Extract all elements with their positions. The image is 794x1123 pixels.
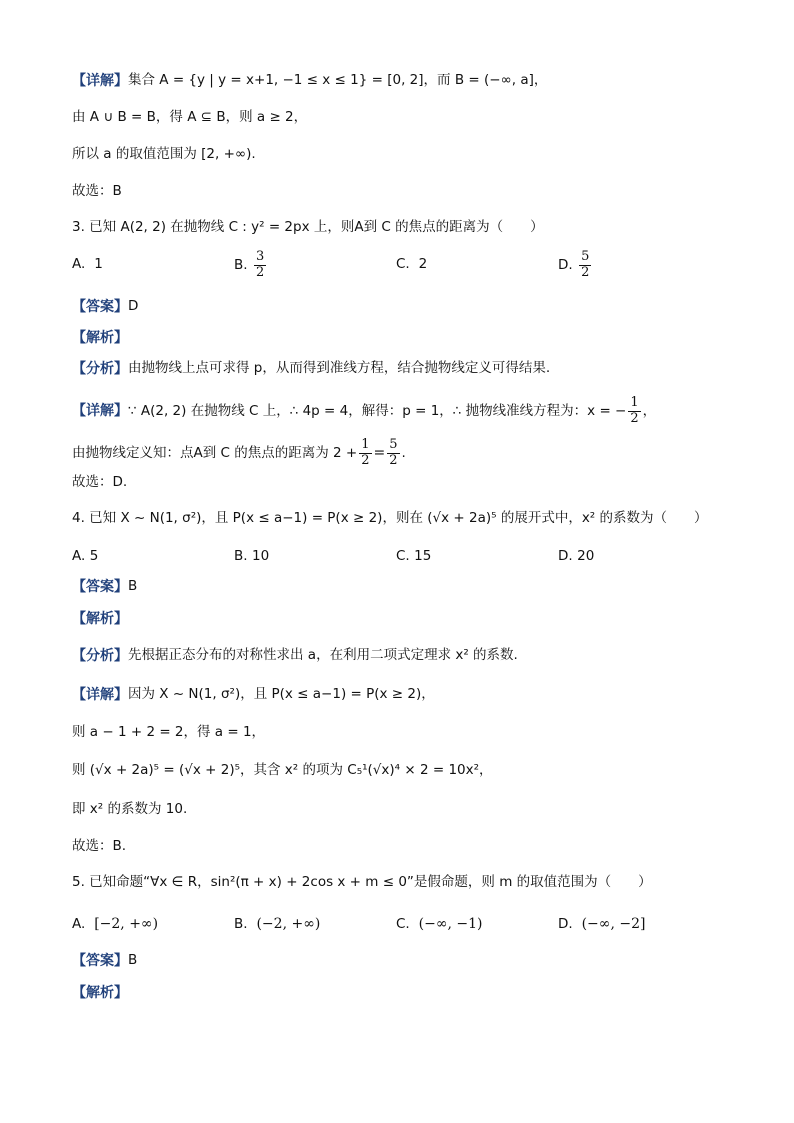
question-4-stem: 4. 已知 X ~ N(1, σ²)，且 P(x ≤ a−1) = P(x ≥ 2)，则在 (√x + 2a)⁵ 的展开式中，x² 的系数为（ ） [72, 510, 708, 526]
solution-line [72, 111, 734, 125]
q5-option-a: A. [−2, +∞) [72, 916, 159, 932]
solution-line [72, 148, 734, 162]
q4-detail-3: 则 (√x + 2a)⁵ = (√x + 2)⁵，其含 x² 的项为 C₅¹(√x)⁴ × 2 = 10x²， [72, 762, 493, 778]
q3-option-d: D. $\frac{5}{2}$ [558, 249, 590, 280]
q4-detail-2: 则 a − 1 + 2 = 2，得 a = 1， [72, 724, 266, 740]
q5-analysis-header: 【解析】 [72, 985, 128, 1001]
question-3-stem [72, 221, 734, 235]
q5-answer: 【答案】 B [72, 952, 138, 969]
q4-option-b: B. 10 [234, 548, 270, 564]
q3-analysis-header: 【解析】 [72, 330, 128, 346]
q3-detail: 【详解】 ∵ A(2, 2) 在抛物线 C 上，∴ 4p = 4，解得：p = 1，∴ 抛物线准线方程为：x = − $\frac{1}{2}$ ， [72, 395, 657, 426]
answer-choice-line [72, 185, 734, 199]
solution-text: 集合 A = {y | y = x+1, −1 ≤ x ≤ 1} = [0, 2]，而 B = (−∞, a]， [128, 72, 548, 89]
q4-choice: 故选：B. [72, 838, 127, 854]
fraction: $\frac{3}{2}$ [256, 249, 265, 280]
solution-detail-line [72, 74, 734, 88]
tag-detail: 【详解】 [72, 73, 128, 89]
q3-detail-2: 由抛物线定义知：点A到 C 的焦点的距离为 2 + $\frac{1}{2}$ = $\frac{5}{2}$ . [72, 437, 406, 468]
q5-option-b: B. (−2, +∞) [234, 916, 321, 932]
q4-detail-4: 即 x² 的系数为 10. [72, 801, 188, 817]
q3-option-c: C. 2 [396, 256, 428, 272]
q4-analysis: 【分析】 先根据正态分布的对称性求出 a，在利用二项式定理求 x² 的系数. [72, 647, 518, 664]
fraction: $\frac{1}{2}$ [630, 395, 639, 426]
q4-option-a: A. 5 [72, 548, 99, 564]
q5-option-d: D. (−∞, −2] [558, 916, 646, 932]
fraction: $\frac{5}{2}$ [581, 249, 590, 280]
solution-text: 故选：B [72, 183, 122, 199]
q4-detail: 【详解】 因为 X ~ N(1, σ²)，且 P(x ≤ a−1) = P(x ≥ 2)， [72, 686, 435, 703]
q3-option-b: B. $\frac{3}{2}$ [234, 249, 265, 280]
q3-analysis: 【分析】 由抛物线上点可求得 p，从而得到准线方程，结合抛物线定义可得结果. [72, 360, 551, 377]
q3-answer: 【答案】 D [72, 298, 139, 315]
fraction: $\frac{5}{2}$ [389, 437, 398, 468]
solution-text: 所以 a 的取值范围为 [2, +∞). [72, 146, 256, 162]
q3-choice: 故选：D. [72, 474, 128, 490]
fraction: $\frac{1}{2}$ [361, 437, 370, 468]
question-5-stem: 5. 已知命题“∀x ∈ R，sin²(π + x) + 2cos x + m ≤ 0”是假命题，则 m 的取值范围为（ ） [72, 874, 652, 890]
q4-option-d: D. 20 [558, 548, 595, 564]
q4-option-c: C. 15 [396, 548, 432, 564]
q3-option-a: A. 1 [72, 256, 103, 272]
q4-analysis-header: 【解析】 [72, 611, 128, 627]
q4-answer: 【答案】 B [72, 578, 138, 595]
q5-option-c: C. (−∞, −1) [396, 916, 483, 932]
solution-text: 由 A ∪ B = B，得 A ⊆ B，则 a ≥ 2， [72, 109, 308, 125]
question-text: 3. 已知 A(2, 2) 在抛物线 C : y² = 2px 上，则A到 C 的焦点的距离为（ ） [72, 219, 544, 235]
